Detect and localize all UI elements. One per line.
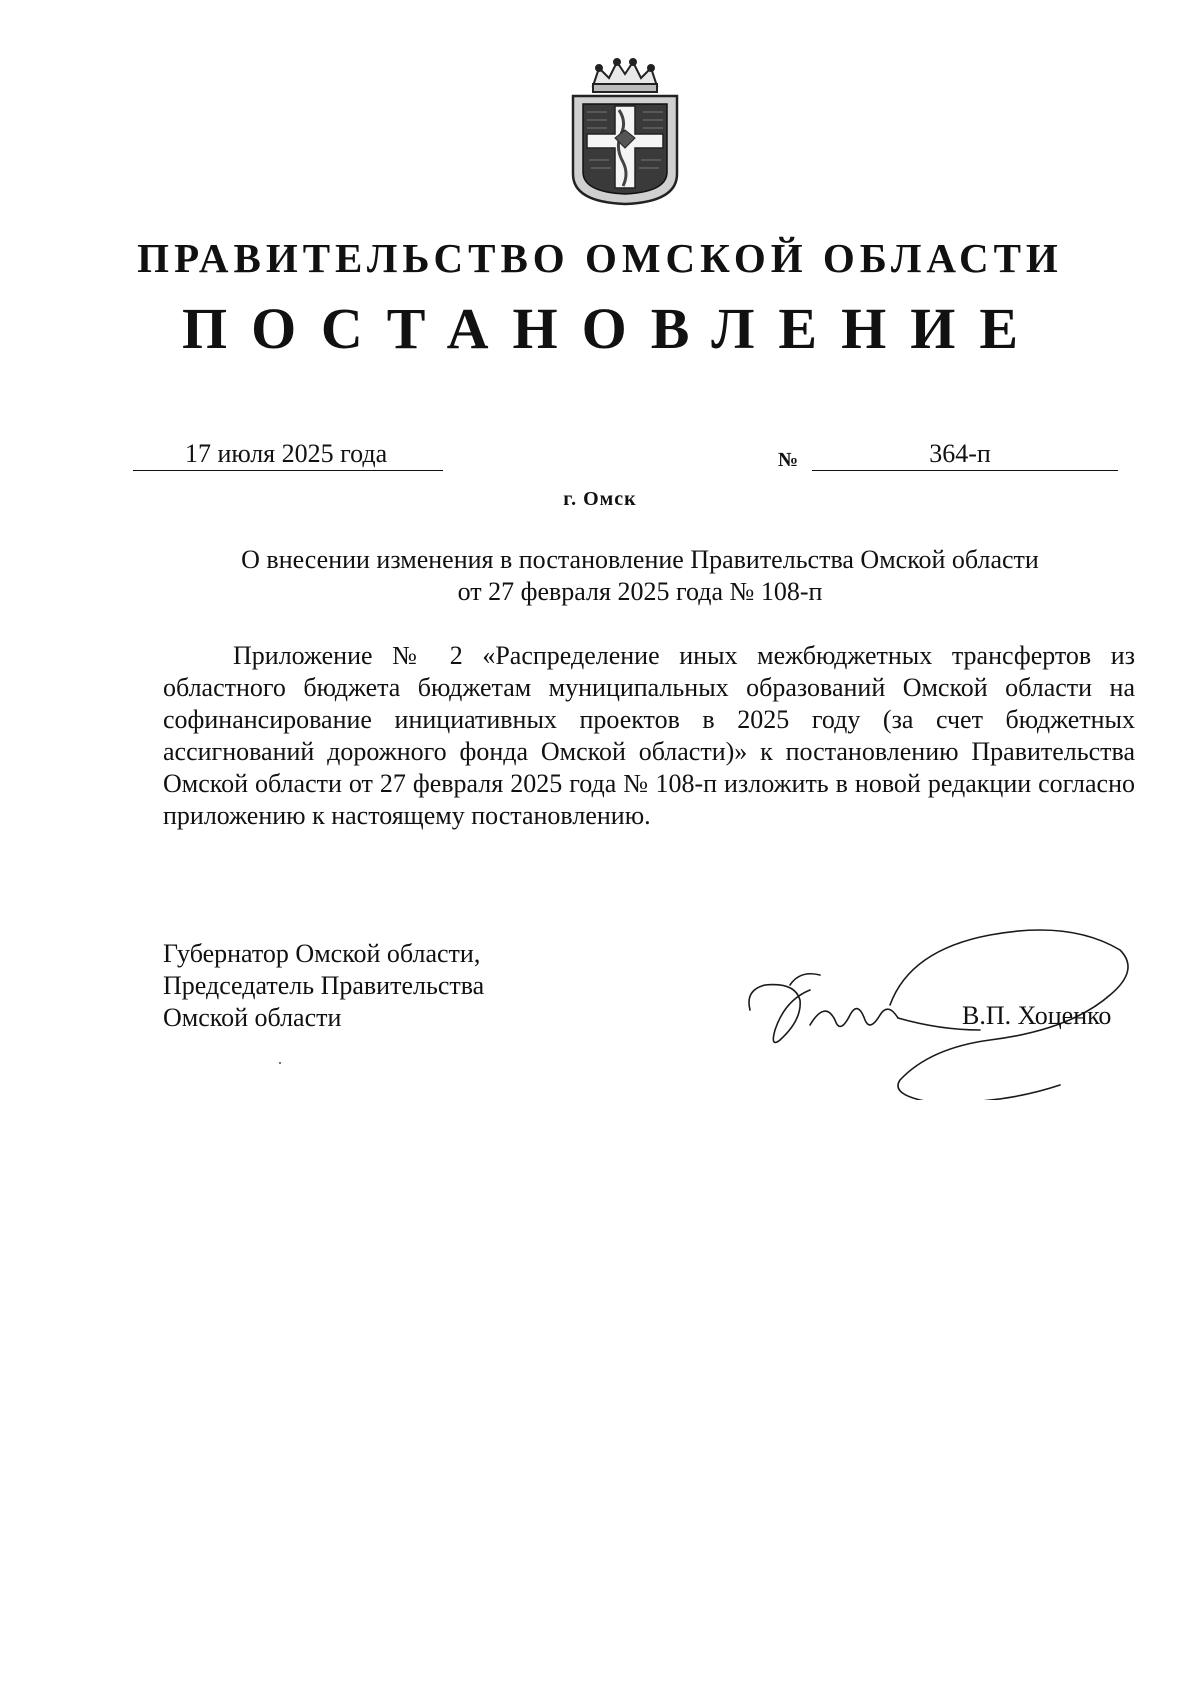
city-label: г. Омск (563, 488, 637, 510)
document-subject (160, 544, 1120, 608)
signer-position-line-1: Губернатор Омской области, (163, 939, 481, 968)
organization-title: ПРАВИТЕЛЬСТВО ОМСКОЙ ОБЛАСТИ (137, 235, 1063, 281)
subject-line-1: О внесении изменения в постановление Правительства Омской области (241, 545, 1039, 574)
subject-line-2: от 27 февраля 2025 года № 108-п (457, 577, 823, 606)
signer-position-line-3: Омской области (163, 1003, 342, 1032)
signer-position-line-2: Председатель Правительства (163, 971, 485, 1000)
handwritten-signature (740, 890, 1160, 1100)
coat-of-arms-emblem (565, 56, 685, 206)
signer-name: В.П. Хоценко (962, 1001, 1112, 1030)
body-paragraph: Приложение № 2 «Распределение иных межбюджетных трансфертов из областного бюджета бюджетам муниципальных образований Омской области на софинансирование инициативных проектов в 2025 году (за счет бюджетных ассигнований дорожного фонда Омской области)» к постановлению Правительства Омской области от 27 февраля 2025 года № 108-п изложить в новой редакции согласно приложению к настоящему постановлению. (163, 641, 1135, 830)
signer-position (163, 938, 484, 1034)
document-number: 364-п (812, 438, 1118, 471)
document-date: 17 июля 2025 года (133, 438, 443, 471)
document-type-heading: ПОСТАНОВЛЕНИЕ (181, 296, 1043, 361)
number-label: № (778, 449, 799, 471)
scan-speck (279, 1062, 281, 1064)
